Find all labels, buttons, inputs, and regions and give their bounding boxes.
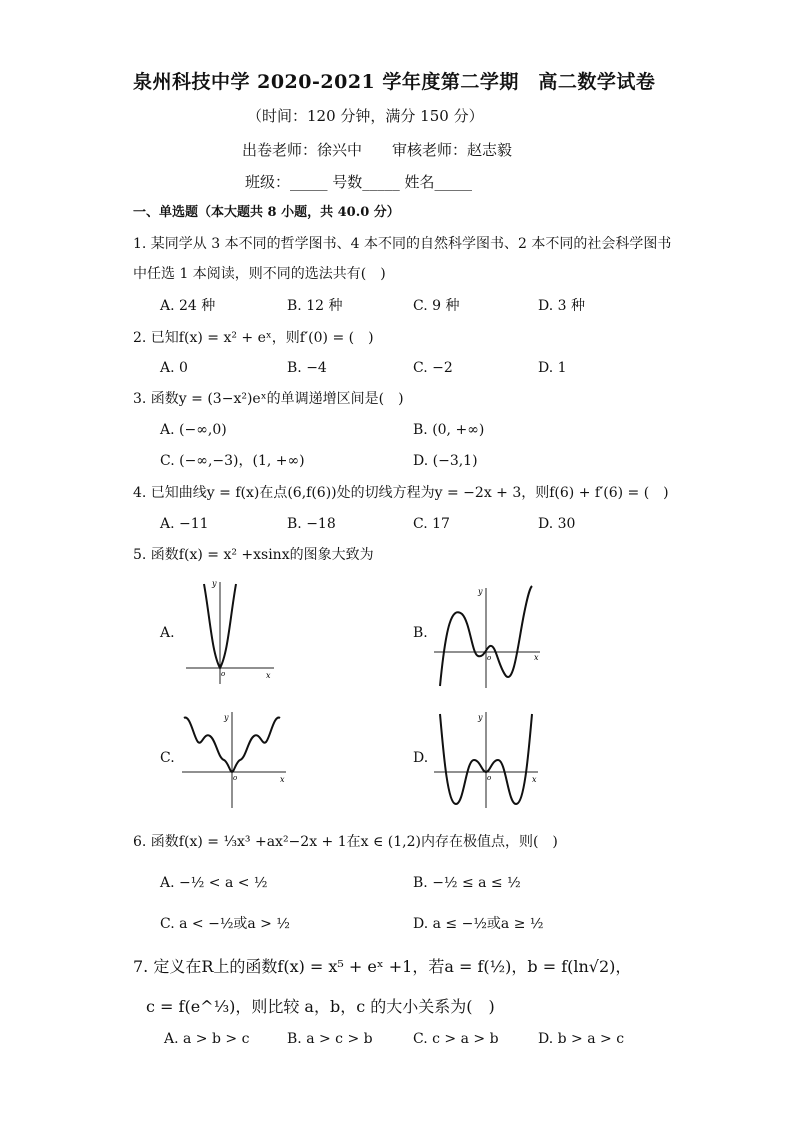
question-7-stem-cont: c = f(e^⅓)，则比较 a，b，c 的大小关系为( ) — [146, 997, 495, 1016]
question-4-stem: 4. 已知曲线y = f(x)在点(6,f(6))处的切线方程为y = −2x + 3，则f(6) + f′(6) = ( ) — [133, 485, 669, 501]
question-5-stem: 5. 函数f(x) = x² +xsinx的图象大致为 — [133, 547, 374, 563]
q5-graph-b — [432, 584, 544, 690]
q5-b-origin-label: o — [487, 654, 492, 662]
q5-d-origin-label: o — [487, 774, 492, 782]
q5-a-origin-label: o — [221, 670, 226, 678]
q5-a-y-label: y — [212, 579, 217, 588]
q1-option-a: A. 24 种 — [160, 298, 216, 314]
q5-d-y-label: y — [478, 713, 483, 722]
student-info-fields: 班级：_____ 号数_____ 姓名_____ — [245, 173, 473, 191]
exam-time-info: （时间：120 分钟，满分 150 分） — [247, 107, 484, 125]
q5-option-b: B. — [413, 625, 428, 641]
q7-option-c: C. c > a > b — [413, 1031, 499, 1047]
q3-option-c: C. (−∞,−3)，(1, +∞) — [160, 453, 305, 469]
q5-graph-c — [180, 710, 290, 810]
q5-option-c: C. — [160, 750, 175, 766]
q6-option-a: A. −½ < a < ½ — [160, 875, 268, 891]
q2-option-b: B. −4 — [287, 360, 327, 376]
question-6-stem: 6. 函数f(x) = ⅓x³ +ax²−2x + 1在x ∈ (1,2)内存在极值点，则( ) — [133, 834, 558, 850]
q5-d-x-label: x — [532, 775, 537, 784]
q5-a-x-label: x — [266, 671, 271, 680]
q5-graph-d — [432, 710, 542, 810]
q7-option-b: B. a > c > b — [287, 1031, 373, 1047]
q3-option-b: B. (0, +∞) — [413, 422, 485, 438]
q6-option-b: B. −½ ≤ a ≤ ½ — [413, 875, 521, 891]
question-1-stem-cont: 中任选 1 本阅读，则不同的选法共有( ) — [133, 266, 386, 282]
q5-c-origin-label: o — [233, 774, 238, 782]
q3-option-d: D. (−3,1) — [413, 453, 478, 469]
question-3-stem: 3. 函数y = (3−x²)eˣ的单调递增区间是( ) — [133, 391, 404, 407]
q1-option-d: D. 3 种 — [538, 298, 585, 314]
question-1-stem: 1. 某同学从 3 本不同的哲学图书、4 本不同的自然科学图书、2 本不同的社会科学图书 — [133, 236, 672, 252]
q2-option-a: A. 0 — [160, 360, 188, 376]
q6-option-c: C. a < −½或a > ½ — [160, 916, 290, 932]
q1-option-b: B. 12 种 — [287, 298, 343, 314]
exam-teachers: 出卷老师：徐兴中 审核老师：赵志毅 — [242, 141, 513, 159]
q5-option-d: D. — [413, 750, 429, 766]
q5-option-a: A. — [160, 625, 175, 641]
section-heading: 一、单选题（本大题共 8 小题，共 40.0 分） — [133, 205, 400, 220]
q6-option-d: D. a ≤ −½或a ≥ ½ — [413, 916, 544, 932]
q4-option-d: D. 30 — [538, 516, 576, 532]
q5-graph-a — [182, 578, 280, 688]
exam-title: 泉州科技中学 2020-2021 学年度第二学期 高二数学试卷 — [133, 71, 656, 93]
q5-c-x-label: x — [280, 775, 285, 784]
q4-option-b: B. −18 — [287, 516, 336, 532]
q5-b-x-label: x — [534, 653, 539, 662]
q4-option-a: A. −11 — [160, 516, 209, 532]
q1-option-c: C. 9 种 — [413, 298, 460, 314]
q2-option-c: C. −2 — [413, 360, 453, 376]
q5-b-y-label: y — [478, 587, 483, 596]
q5-c-y-label: y — [224, 713, 229, 722]
question-7-stem: 7. 定义在R上的函数f(x) = x⁵ + eˣ +1，若a = f(½)，b = f(ln√2)， — [133, 957, 632, 976]
q2-option-d: D. 1 — [538, 360, 567, 376]
q3-option-a: A. (−∞,0) — [160, 422, 227, 438]
q7-option-d: D. b > a > c — [538, 1031, 625, 1047]
question-2-stem: 2. 已知f(x) = x² + eˣ，则f′(0) = ( ) — [133, 330, 374, 346]
q4-option-c: C. 17 — [413, 516, 450, 532]
q7-option-a: A. a > b > c — [164, 1031, 250, 1047]
